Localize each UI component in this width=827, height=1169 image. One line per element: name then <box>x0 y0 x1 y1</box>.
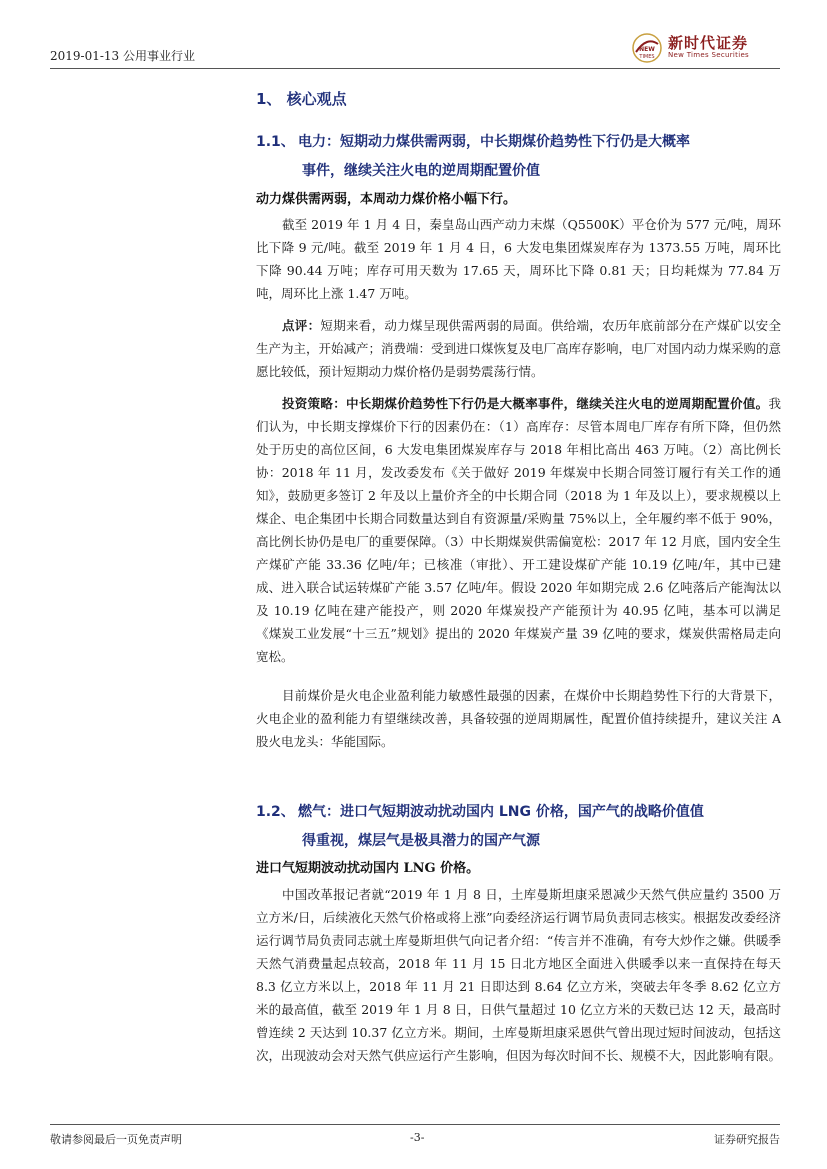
svg-text:NEW: NEW <box>639 46 655 53</box>
page-header <box>50 32 780 69</box>
logo-chinese-name: 新时代证券 <box>668 34 749 52</box>
subsection-title-line2: 事件，继续关注火电的逆周期配置价值 <box>302 163 540 179</box>
subsection-title-line2: 得重视，煤层气是极具潜力的国产气源 <box>302 833 540 849</box>
logo-english-name: New Times Securities <box>668 51 749 59</box>
strategy-text: 我们认为，中长期支撑煤价下行的因素仍在：（1）高库存：尽管本周电厂库存有所下降，但仍然处于历史的高位区间，6 大发电集团煤炭库存与 2018 年相比高出 463 万吨。（2）高比例长协：2018 年 11 月，发改委发布《关于做好 2019 年煤炭中长期合同签订履行有关工作的通知》，鼓励更多签订 2 年及以上量价齐全的中长期合同（2018 为 1 年及以上），要求规模以上煤企、电企集团中长期合同数量达到自有资源量/采购量 75%以上，全年履约率不低于 90%，高比例长协仍是电厂的重要保障。（3）中长期煤炭供需偏宽松：2017 年 12 月底，国内安全生产煤矿产能 33.36 亿吨/年；已核准（审批）、开工建设煤矿产能 10.19 亿吨/年，其中已建成、进入联合试运转煤矿产能 3.57 亿吨/年。假设 2020 年如期完成 2.6 亿吨落后产能淘汰以及 10.19 亿吨在建产能投产，则 2020 年煤炭投产产能预计为 40.95 亿吨，基本可以满足《煤炭工业发展“十三五”规划》提出的 2020 年煤炭产量 39 亿吨的要求，煤炭供需格局走向宽松。 <box>256 396 781 664</box>
lead-sentence-gas: 进口气短期波动扰动国内 LNG 价格。 <box>256 861 480 876</box>
subsection-title-line1: 电力：短期动力煤供需两弱，中长期煤价趋势性下行仍是大概率 <box>298 134 690 150</box>
commentary-text: 短期来看，动力煤呈现供需两弱的局面。供给端，农历年底前部分在产煤矿以安全生产为主，开始减产；消费端：受到进口煤恢复及电厂高库存影响，电厂对国内动力煤采购的意愿比较低，预计短期动力煤价格仍是弱势震荡行情。 <box>256 318 782 379</box>
footer-disclaimer-note: 敬请参阅最后一页免责声明 <box>50 1133 182 1146</box>
subsection-title-gas <box>256 798 781 856</box>
paragraph-commentary <box>256 314 781 383</box>
strategy-label: 投资策略：中长期煤价趋势性下行仍是大概率事件，继续关注火电的逆周期配置价值。 <box>282 396 769 411</box>
page-number: -3- <box>410 1131 425 1144</box>
subsection-number: 1.1、 <box>256 134 295 150</box>
commentary-label: 点评： <box>282 318 321 333</box>
subsection-title-line1: 燃气：进口气短期波动扰动国内 LNG 价格，国产气的战略价值值 <box>298 804 704 820</box>
company-logo <box>630 32 780 64</box>
footer-report-type: 证券研究报告 <box>714 1133 780 1146</box>
page-footer <box>50 1124 780 1147</box>
paragraph-investment-strategy <box>256 392 781 668</box>
svg-text:TIMES: TIMES <box>639 54 655 60</box>
lead-sentence-power: 动力煤供需两弱，本周动力煤价格小幅下行。 <box>256 192 517 207</box>
paragraph-conclusion: 目前煤价是火电企业盈利能力敏感性最强的因素，在煤价中长期趋势性下行的大背景下，火电企业的盈利能力有望继续改善，具备较强的逆周期属性，配置价值持续提升，建议关注 A 股火电龙头：华能国际。 <box>256 688 781 749</box>
section-title: 1、 核心观点 <box>256 90 347 108</box>
paragraph-coal-price: 截至 2019 年 1 月 4 日，秦皇岛山西产动力末煤（Q5500K）平仓价为 577 元/吨，周环比下降 9 元/吨。截至 2019 年 1 月 4 日，6 大发电集团煤炭库存为 1373.55 万吨，周环比下降 90.44 万吨；库存可用天数为 17.65 天，周环比下降 0.81 天；日均耗煤为 77.84 万吨，周环比上涨 1.47 万吨。 <box>256 217 781 301</box>
logo-mark-icon <box>630 32 664 64</box>
paragraph-gas-supply: 中国改革报记者就“2019 年 1 月 8 日，土库曼斯坦康采恩减少天然气供应量约 3500 万立方米/日，后续液化天然气价格或将上涨”向委经济运行调节局负责同志核实。根据发改委经济运行调节局负责同志就土库曼斯坦供气向记者介绍：“传言并不准确，有夸大炒作之嫌。供暖季天然气消费量起点较高，2018 年 11 月 15 日北方地区全面进入供暖季以来一直保持在每天 8.3 亿立方米以上，2018 年 11 月 21 日即达到 8.64 亿立方米，突破去年冬季 8.62 亿立方米的最高值，截至 2019 年 1 月 8 日，日供气量超过 10 亿立方米的天数已达 12 天，最高时曾连续 2 天达到 10.37 亿立方米。期间，土库曼斯坦康采恩供气曾出现过短时间波动，包括这次，出现波动会对天然气供应运行产生影响，但因为每次时间不长、规模不大，因此影响有限。 <box>256 887 782 1063</box>
subsection-title-power <box>256 128 781 186</box>
subsection-number: 1.2、 <box>256 804 295 820</box>
header-date-industry: 2019-01-13 公用事业行业 <box>50 49 196 63</box>
